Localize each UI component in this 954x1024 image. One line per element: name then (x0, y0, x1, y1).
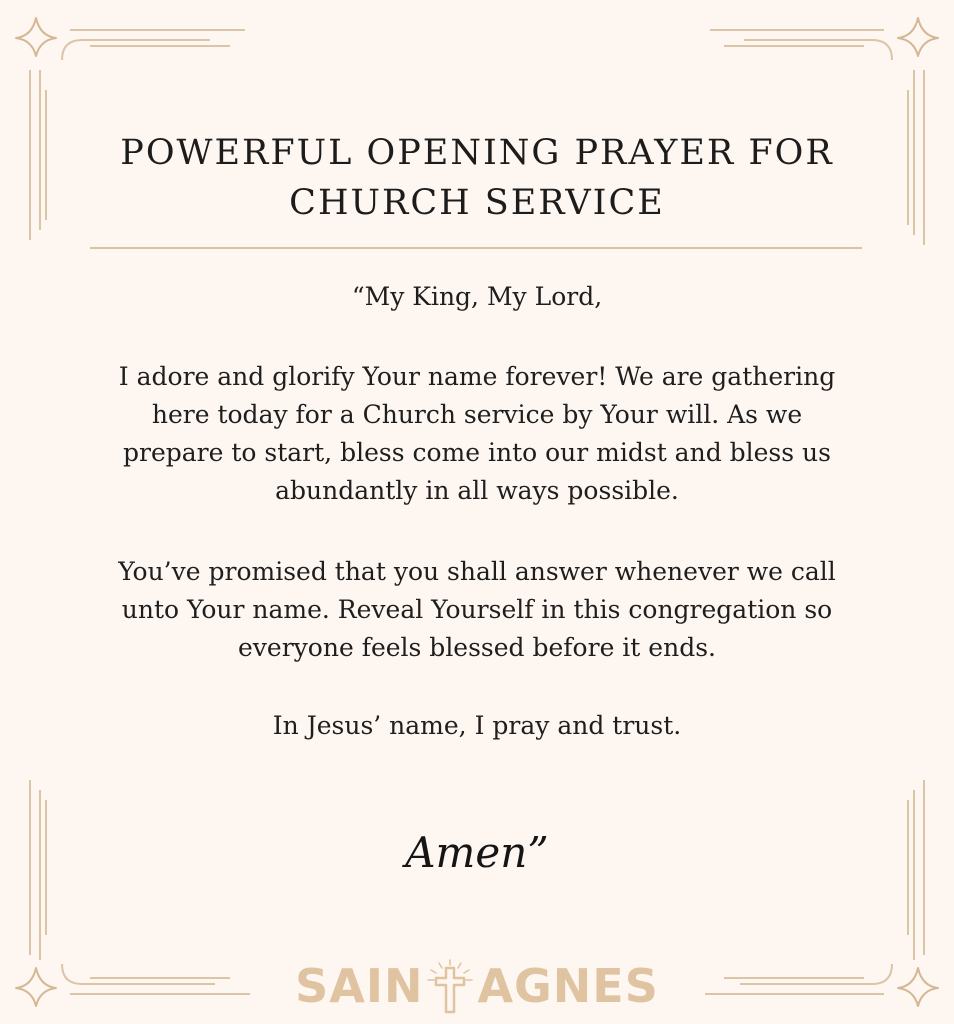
paragraph-line: here today for a Church service by Your will. As we (151, 400, 803, 429)
paragraph-line: abundantly in all ways possible. (275, 476, 679, 505)
title-line-2: CHURCH SERVICE (289, 183, 665, 223)
salutation-line: “My King, My Lord, (351, 282, 603, 311)
paragraph-line: I adore and glorify Your name forever! We are gathering (118, 362, 836, 391)
closing-line: In Jesus’ name, I pray and trust. (272, 711, 682, 740)
page-title (60, 128, 894, 228)
prayer-salutation (70, 278, 884, 316)
prayer-closing (70, 707, 884, 745)
prayer-amen: Amen” (405, 828, 549, 877)
paragraph-line: prepare to start, bless come into our midst and bless us (123, 438, 831, 467)
site-logo[interactable] (0, 956, 954, 1016)
title-line-1: POWERFUL OPENING PRAYER FOR (120, 133, 834, 173)
logo-text-right: AGNES (477, 959, 659, 1013)
logo-text-left: SAIN (295, 959, 424, 1013)
paragraph-line: unto Your name. Reveal Yourself in this congregation so (121, 595, 833, 624)
cross-icon (425, 958, 475, 1014)
prayer-paragraph-2 (70, 553, 884, 667)
paragraph-line: You’ve promised that you shall answer whenever we call (118, 557, 836, 586)
prayer-paragraph-1 (70, 358, 884, 510)
star-icon (898, 18, 938, 56)
star-icon (16, 18, 56, 56)
title-divider (90, 247, 862, 249)
paragraph-line: everyone feels blessed before it ends. (238, 633, 716, 662)
